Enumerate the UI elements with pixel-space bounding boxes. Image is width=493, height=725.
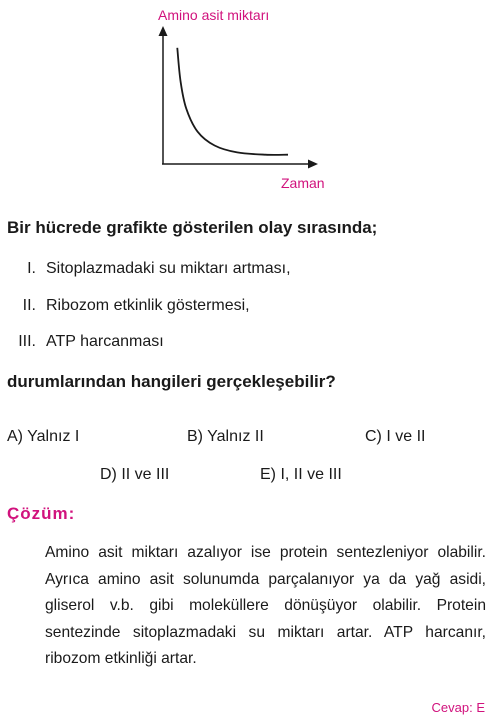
amino-acid-curve [177, 48, 288, 155]
x-axis-label: Zaman [281, 175, 325, 191]
statement-number: I. [27, 260, 36, 277]
solution-label: Çözüm: [7, 504, 76, 523]
x-axis-arrow-icon [308, 160, 318, 169]
amino-acid-chart [0, 0, 493, 200]
statement-number: II. [22, 297, 36, 314]
statement-text: Ribozom etkinlik göstermesi, [46, 297, 250, 314]
option-e[interactable]: E) I, II ve III [260, 466, 342, 483]
answer-key: Cevap: E [431, 700, 485, 715]
y-axis-label: Amino asit miktarı [158, 7, 270, 23]
y-axis-arrow-icon [159, 26, 168, 36]
statement-text: Sitoplazmadaki su miktarı artması, [46, 260, 291, 277]
option-d[interactable]: D) II ve III [100, 466, 170, 483]
statement-text: ATP harcanması [46, 333, 164, 350]
option-b[interactable]: B) Yalnız II [187, 428, 264, 445]
option-c[interactable]: C) I ve II [365, 428, 426, 445]
question-prompt: durumlarından hangileri gerçekleşebilir? [7, 372, 336, 391]
solution-text: Amino asit miktarı azalıyor ise protein sentezleniyor olabilir. Ayrıca amino asit solunumda parçalanıyor ya da yağ asidi, gliserol v.b. gibi moleküllere dönüşüyor olabilir. Protein sentezinde sitoplazmadaki su miktarı artar. ATP harcanır, ribozom etkinliği artar. [45, 544, 486, 667]
x-axis [162, 160, 318, 169]
question-stem: Bir hücrede grafikte gösterilen olay sırasında; [7, 218, 378, 237]
option-a[interactable]: A) Yalnız I [7, 428, 80, 445]
statement-number: III. [18, 333, 36, 350]
y-axis [159, 26, 168, 164]
